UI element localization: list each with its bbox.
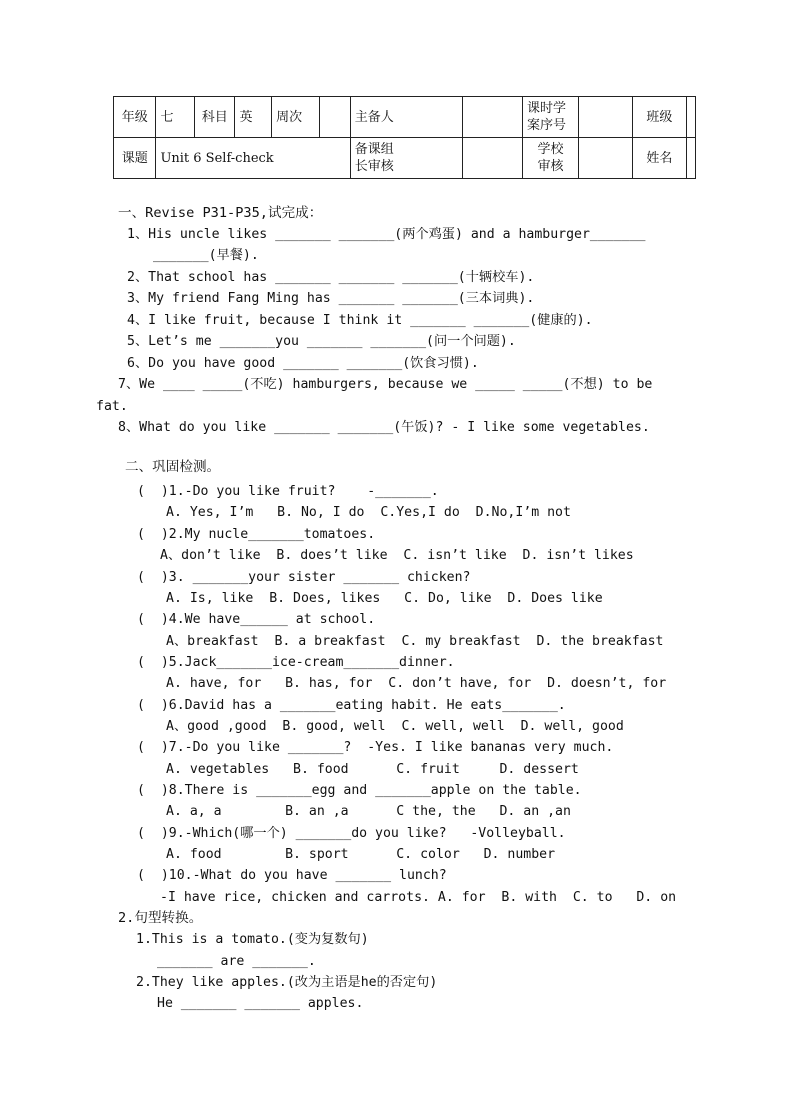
s1-question-1-cont: _______(早餐).	[153, 248, 259, 263]
header-row-1	[114, 97, 696, 138]
lesson-no-label-line1: 课时学	[526, 101, 566, 116]
header-table	[113, 96, 696, 179]
s2-options-4: A、breakfast B. a breakfast C. my breakfast D. the breakfast	[166, 634, 664, 649]
section1-title: 一、Revise P31-P35,试完成：	[118, 205, 323, 221]
school-review-value	[579, 138, 633, 179]
s2-options-5: A. have, for B. has, for C. don’t have, for D. doesn’t, for	[166, 676, 667, 691]
s2-options-8: A. a, a B. an ,a C the, the D. an ,an	[166, 804, 571, 819]
lesson-no-label-line2: 案序号	[526, 118, 566, 133]
s1-question-7-cont: fat.	[96, 399, 128, 414]
subject-label: 科目	[194, 97, 235, 138]
s1-question-7: 7、We ____ _____(不吃) hamburgers, because we _____ _____(不想) to be	[118, 377, 653, 392]
header-row-2	[114, 138, 696, 179]
s2-question-8: ( )8.There is _______egg and _______apple on the table.	[137, 783, 582, 798]
s3-question-1: 1.This is a tomato.(变为复数句)	[136, 932, 369, 947]
s2-question-3: ( )3. _______your sister _______ chicken?	[137, 570, 471, 585]
s3-question-2: 2.They like apples.(改为主语是he的否定句)	[136, 975, 438, 990]
grade-label: 年级	[114, 97, 156, 138]
week-value	[320, 97, 350, 138]
s1-question-4: 4、I like fruit, because I think it _______ _______(健康的).	[127, 313, 593, 328]
lesson-no-label	[522, 97, 578, 138]
group-review-value	[463, 138, 523, 179]
s1-question-2: 2、That school has _______ _______ _______(十辆校车).	[127, 270, 535, 285]
s1-question-6: 6、Do you have good _______ _______(饮食习惯).	[127, 356, 479, 371]
s2-question-5: ( )5.Jack_______ice-cream_______dinner.	[137, 655, 455, 670]
s3-answer-2: He _______ _______ apples.	[157, 996, 364, 1011]
s2-question-1: ( )1.-Do you like fruit? -_______.	[137, 484, 439, 499]
s2-options-9: A. food B. sport C. color D. number	[166, 847, 556, 862]
topic-label: 课题	[114, 138, 156, 179]
section2-title: 二、巩固检测。	[125, 459, 221, 475]
group-review-label-line1: 备课组	[354, 142, 394, 157]
s2-question-10: ( )10.-What do you have _______ lunch?	[137, 868, 447, 883]
s1-question-8: 8、What do you like _______ _______(午饭)? - I like some vegetables.	[118, 420, 650, 435]
s3-answer-1: _______ are _______.	[157, 954, 316, 969]
preparer-label: 主备人	[350, 97, 463, 138]
s2-question-2: ( )2.My nucle_______tomatoes.	[137, 527, 376, 542]
group-review-label-line2: 长审核	[354, 159, 394, 174]
name-label: 姓名	[632, 138, 686, 179]
group-review-label	[350, 138, 463, 179]
school-review-label	[522, 138, 578, 179]
school-review-label-line2: 审核	[537, 159, 564, 174]
name-value	[687, 138, 696, 179]
class-value	[687, 97, 696, 138]
s1-question-1: 1、His uncle likes _______ _______(两个鸡蛋) and a hamburger_______	[127, 227, 646, 242]
s1-question-5: 5、Let’s me _______you _______ _______(问一个问题).	[127, 334, 516, 349]
s2-options-10: -I have rice, chicken and carrots. A. for B. with C. to D. on	[160, 890, 677, 905]
preparer-value	[463, 97, 523, 138]
s2-question-9: ( )9.-Which(哪一个) _______do you like? -Volleyball.	[137, 826, 566, 841]
subject-value: 英	[235, 97, 272, 138]
s2-options-2: A、don’t like B. does’t like C. isn’t like D. isn’t likes	[160, 548, 634, 563]
school-review-label-line1: 学校	[537, 142, 564, 157]
class-label: 班级	[632, 97, 686, 138]
s1-question-3: 3、My friend Fang Ming has _______ _______(三本词典).	[127, 291, 535, 306]
s2-options-7: A. vegetables B. food C. fruit D. dessert	[166, 762, 579, 777]
section3-title: 2.句型转换。	[118, 910, 203, 926]
s2-options-1: A. Yes, I’m B. No, I do C.Yes,I do D.No,I’m not	[166, 505, 571, 520]
s2-question-4: ( )4.We have______ at school.	[137, 612, 376, 627]
lesson-no-value	[579, 97, 633, 138]
topic-value: Unit 6 Self-check	[156, 138, 350, 179]
grade-value: 七	[156, 97, 195, 138]
s2-options-3: A. Is, like B. Does, likes C. Do, like D. Does like	[166, 591, 603, 606]
s2-options-6: A、good ,good B. good, well C. well, well D. well, good	[166, 719, 624, 734]
s2-question-7: ( )7.-Do you like _______? -Yes. I like bananas very much.	[137, 740, 614, 755]
week-label: 周次	[272, 97, 320, 138]
s2-question-6: ( )6.David has a _______eating habit. He eats_______.	[137, 698, 566, 713]
